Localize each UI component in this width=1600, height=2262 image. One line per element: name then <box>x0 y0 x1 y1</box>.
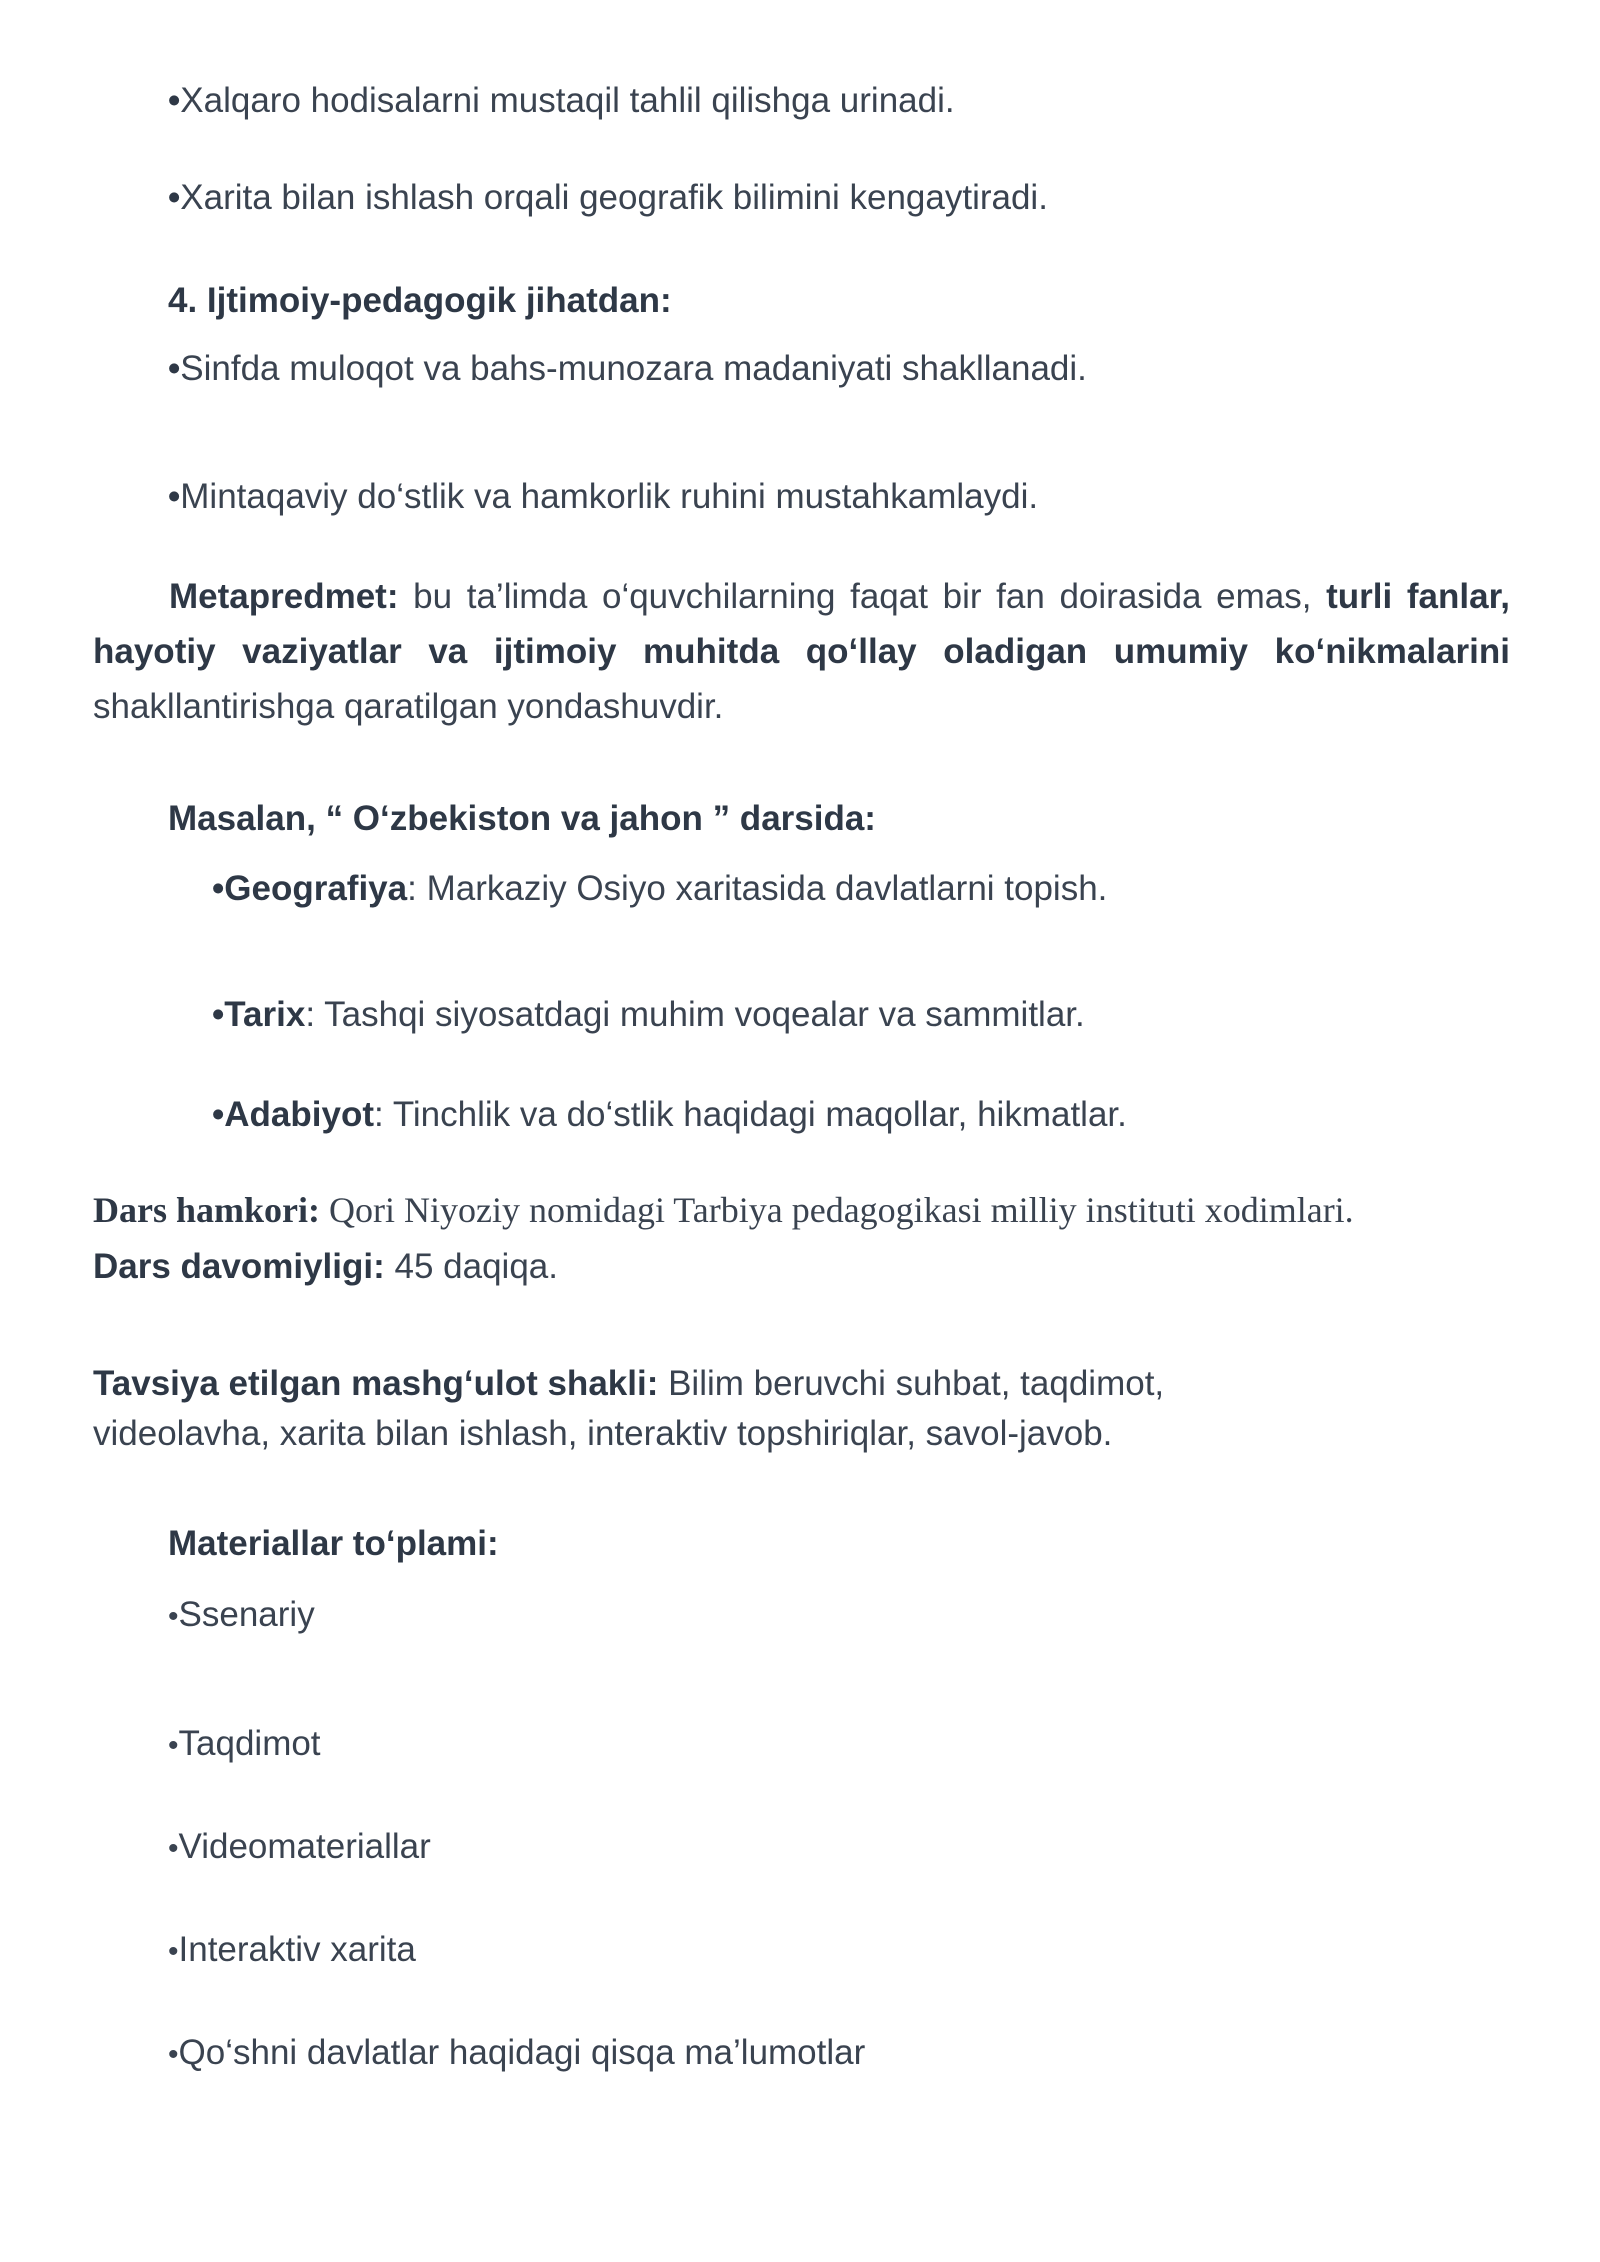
bullet: • <box>168 178 181 217</box>
metapredmet-paragraph <box>93 569 1510 734</box>
list-item <box>168 176 1048 220</box>
bullet: • <box>168 349 181 388</box>
list-item <box>212 993 1085 1037</box>
bullet: • <box>168 477 181 516</box>
list-item-text: Qo‘shni davlatlar haqidagi qisqa ma’lumotlar <box>178 2033 866 2072</box>
list-item-text: Videomateriallar <box>178 1827 431 1866</box>
bullet: • <box>168 1832 179 1865</box>
list-item <box>168 1825 431 1871</box>
list-item <box>168 1928 416 1974</box>
list-item-text: Xalqaro hodisalarni mustaqil tahlil qilishga urinadi. <box>180 81 955 120</box>
duration-label: Dars davomiyligi: <box>93 1247 385 1286</box>
subject-text: : Markaziy Osiyo xaritasida davlatlarni topish. <box>407 869 1108 908</box>
lesson-format-continued: videolavha, xarita bilan ishlash, interaktiv topshiriqlar, savol-javob. <box>93 1414 1113 1453</box>
lesson-partner <box>93 1188 1354 1232</box>
bullet: • <box>168 2038 179 2071</box>
subject-term: Geografiya <box>224 869 408 908</box>
materials-heading: Materiallar to‘plami: <box>168 1524 499 1563</box>
bullet: • <box>168 1935 179 1968</box>
bullet: • <box>168 1600 179 1633</box>
metapredmet-emphasis: turli fanlar, hayotiy vaziyatlar va ijtimoiy muhitda qo‘llay oladigan umumiy ko‘nikmalarini <box>93 577 1510 671</box>
example-heading: Masalan, “ O‘zbekiston va jahon ” darsida: <box>168 799 876 838</box>
metapredmet-text-end: shakllantirishga qaratilgan yondashuvdir. <box>93 687 724 726</box>
format-value: Bilim beruvchi suhbat, taqdimot, <box>658 1364 1165 1403</box>
subject-term: Tarix <box>224 995 306 1034</box>
list-item <box>168 79 955 123</box>
list-item-text: Ssenariy <box>178 1595 315 1634</box>
lesson-duration <box>93 1245 558 1289</box>
format-label: Tavsiya etilgan mashg‘ulot shakli: <box>93 1364 659 1403</box>
list-item <box>168 347 1087 391</box>
list-item <box>168 2031 865 2077</box>
lesson-format <box>93 1362 1164 1406</box>
list-item <box>168 1593 315 1639</box>
bullet: • <box>212 869 225 908</box>
list-item-text: Sinfda muloqot va bahs-munozara madaniyati shakllanadi. <box>180 349 1087 388</box>
list-item <box>212 1093 1127 1137</box>
list-item-text: Taqdimot <box>178 1724 321 1763</box>
list-item-text: Interaktiv xarita <box>178 1930 416 1969</box>
subject-text: : Tinchlik va do‘stlik haqidagi maqollar, hikmatlar. <box>374 1095 1127 1134</box>
metapredmet-text: bu ta’limda o‘quvchilarning faqat bir fan doirasida emas, <box>398 577 1327 616</box>
list-item-text: Mintaqaviy do‘stlik va hamkorlik ruhini mustahkamlaydi. <box>180 477 1039 516</box>
list-item-text: Xarita bilan ishlash orqali geografik bilimini kengaytiradi. <box>180 178 1048 217</box>
bullet: • <box>168 81 181 120</box>
bullet: • <box>212 995 225 1034</box>
list-item <box>168 475 1038 519</box>
list-item <box>212 867 1107 911</box>
duration-value: 45 daqiqa. <box>384 1247 558 1286</box>
bullet: • <box>212 1095 225 1134</box>
subject-text: : Tashqi siyosatdagi muhim voqealar va sammitlar. <box>305 995 1085 1034</box>
partner-value: Qori Niyoziy nomidagi Tarbiya pedagogikasi milliy instituti xodimlari. <box>320 1190 1354 1230</box>
list-item <box>168 1722 321 1768</box>
metapredmet-term: Metapredmet: <box>169 577 399 616</box>
partner-label: Dars hamkori: <box>93 1190 320 1230</box>
section-heading: 4. Ijtimoiy-pedagogik jihatdan: <box>168 281 672 320</box>
subject-term: Adabiyot <box>224 1095 374 1134</box>
bullet: • <box>168 1729 179 1762</box>
